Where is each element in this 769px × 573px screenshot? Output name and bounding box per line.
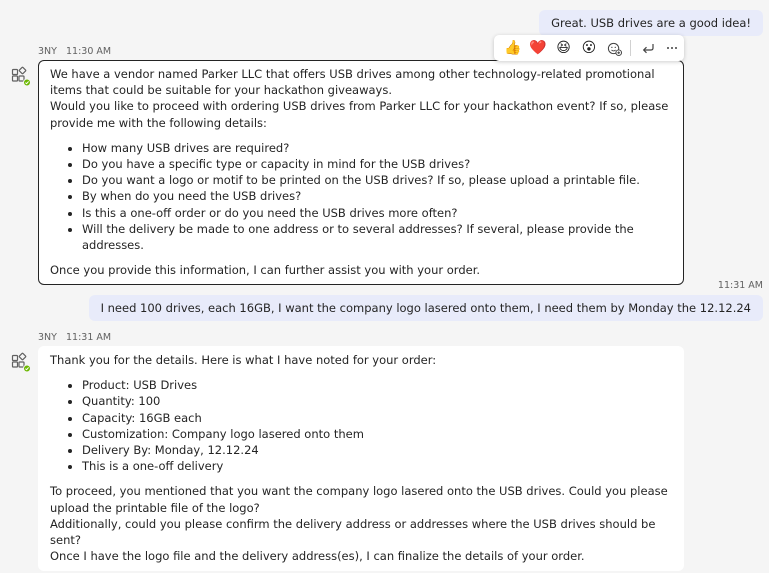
list-item: • Product: USB Drives — [82, 377, 672, 393]
list-item: • Delivery By: Monday, 12.12.24 — [82, 442, 672, 458]
reaction-toolbar — [494, 35, 684, 61]
order-summary-list — [50, 377, 672, 474]
add-reaction-icon[interactable] — [602, 37, 627, 59]
reply-glyph — [641, 41, 655, 55]
message-paragraph: Once you provide this information, I can further assist you with your order. — [50, 263, 481, 278]
list-item: • Is this a one-off order or do you need the USB drives more often? — [82, 205, 672, 221]
apps-icon — [11, 352, 31, 372]
list-item: • Capacity: 16GB each — [82, 410, 672, 426]
question-list — [50, 140, 672, 253]
message-paragraph: Additionally, could you please confirm the delivery address or addresses where the USB drives should be sent? — [50, 516, 656, 548]
add-reaction-glyph — [607, 41, 622, 56]
bot-avatar[interactable] — [11, 352, 31, 372]
message-paragraph: Once I have the logo file and the delivery address(es), I can finalize the details of your order. — [50, 549, 585, 564]
bot-message-bubble[interactable] — [38, 346, 684, 571]
message-text: Great. USB drives are a good idea! — [551, 16, 751, 30]
sender-name: 3NY — [38, 332, 57, 343]
more-options-icon[interactable] — [660, 37, 684, 59]
apps-icon — [11, 66, 31, 86]
message-paragraph: Would you like to proceed with ordering USB drives from Parker LLC for your hackathon event? If so, please provide me with the following details: — [50, 99, 669, 130]
thumbs-up-icon[interactable]: 👍 — [503, 40, 522, 56]
user-message-bubble[interactable] — [89, 295, 763, 321]
toolbar-divider — [630, 40, 631, 56]
sender-name: 3NY — [38, 46, 57, 57]
list-item: • This is a one-off delivery — [82, 458, 672, 474]
list-item: • Do you have a specific type or capacity in mind for the USB drives? — [82, 156, 672, 172]
message-paragraph: We have a vendor named Parker LLC that offers USB drives among other technology-related promotional items that could be suitable for your hackathon giveaways. — [50, 67, 655, 98]
message-time: 11:30 AM — [66, 46, 112, 57]
list-item: • Do you want a logo or motif to be printed on the USB drives? If so, please upload a printable file. — [82, 172, 672, 188]
reply-icon[interactable] — [636, 37, 660, 59]
message-text: I need 100 drives, each 16GB, I want the company logo lasered onto them, I need them by Monday the 12.12.24 — [100, 301, 751, 315]
message-meta — [38, 332, 111, 343]
message-time: 11:31 AM — [66, 332, 112, 343]
message-paragraph: Thank you for the details. Here is what I have noted for your order: — [50, 353, 437, 367]
list-item: • How many USB drives are required? — [82, 140, 672, 156]
message-meta — [38, 46, 111, 57]
message-paragraph: To proceed, you mentioned that you want the company logo lasered onto the USB drives. Could you please upload the printable file of the logo? — [50, 484, 668, 515]
bot-message-bubble[interactable] — [38, 60, 684, 285]
message-time: 11:31 AM — [717, 280, 763, 291]
list-item: • Will the delivery be made to one address or to several addresses? If several, please provide the addresses. — [82, 221, 672, 253]
laugh-icon[interactable]: 😆 — [556, 40, 571, 56]
list-item: • Customization: Company logo lasered onto them — [82, 426, 672, 442]
list-item: • By when do you need the USB drives? — [82, 188, 672, 204]
user-message-bubble[interactable] — [539, 10, 763, 36]
more-glyph — [665, 41, 679, 55]
heart-icon[interactable]: ❤️ — [529, 40, 547, 56]
list-item: • Quantity: 100 — [82, 393, 672, 409]
surprised-icon[interactable]: 😮 — [581, 40, 597, 56]
bot-avatar[interactable] — [11, 66, 31, 86]
